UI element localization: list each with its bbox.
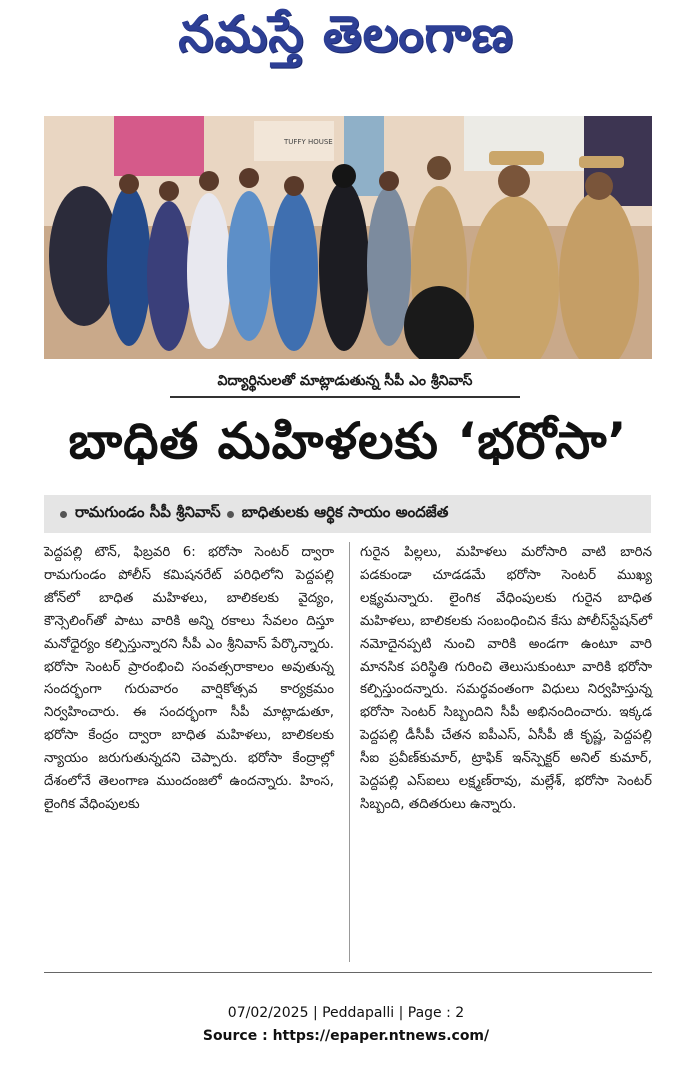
news-photo xyxy=(44,116,652,359)
photo-caption: విద్యార్థినులతో మాట్లాడుతున్న సీపీ ఎం శ్రీనివాస్ xyxy=(170,368,520,398)
article-text-right: గురైన పిల్లలు, మహిళలు మరోసారి వాటి బారిన పడకుండా చూడడమే భరోసా సెంటర్ ముఖ్య లక్ష్యమన్నారు. లైంగిక వేధింపులకు గురైన బాధిత మహిళలు, బాలికలకు సంబంధించిన కేసు పోలీస్‌స్టేషన్‌లో నమోదైనప్పటి నుంచి వారికి అండగా ఉంటూ వారి మానసిక పరిస్థితి గురించి తెలుసుకుంటూ వారికి భరోసా కల్పిస్తుందన్నారు. సమర్థవంతంగా విధులు నిర్వహిస్తున్న భరోసా సెంటర్ సిబ్బందిని సీపీ అభినందించారు. ఇక్కడ పెద్దపల్లి డీసీపీ చేతన ఐపీఎస్, ఏసీపీ జీ కృష్ణ, పెద్దపల్లి సీఐ ప్రవీణ్‌కుమార్, ట్రాఫిక్ ఇన్‌స్పెక్టర్ అనిల్ కుమార్, పెద్దపల్లి ఎస్ఐలు లక్ష్మణ్‌రావు, మల్లేశ్, భరోసా సెంటర్ సిబ్బంది, తదితరులు ఉన్నారు. xyxy=(360,545,652,812)
bullet-icon xyxy=(60,511,67,518)
footer-source-link[interactable]: Source : https://epaper.ntnews.com/ xyxy=(202,1028,490,1044)
bullet-icon xyxy=(227,511,234,518)
masthead xyxy=(0,0,692,80)
column-divider xyxy=(349,542,350,962)
newspaper-title: నమస్తే తెలంగాణ xyxy=(178,4,514,63)
banner-text: TUFFY HOUSE xyxy=(284,138,333,146)
footer-date-line: 07/02/2025 | Peddapalli | Page : 2 xyxy=(227,1005,465,1021)
article-column-left xyxy=(44,542,334,817)
subheading-bar xyxy=(44,495,651,533)
subheading-1: రామగుండం సీపీ శ్రీనివాస్ xyxy=(75,503,221,521)
article-text-left: పెద్దపల్లి టౌన్, ఫిబ్రవరి 6: భరోసా సెంటర్ ద్వారా రామగుండం పోలీస్ కమిషనరేట్ పరిధిలోని పెద్దపల్లి జోన్‌లో బాధిత మహిళలు, బాలికలకు వైద్యం, కౌన్సెలింగ్‌తో పాటు వారికి అన్ని రకాలు సేవలం దిస్తూ మనోధైర్యం కల్పిస్తున్నారని సీపీ ఎం శ్రీనివాస్ పేర్కొన్నారు. భరోసా సెంటర్ ప్రారంభించి సంవత్సరాకాలం అవుతున్న సందర్భంగా గురువారం వార్షికోత్సవ కార్యక్రమం నిర్వహించారు. ఈ సందర్భంగా సీపీ మాట్లాడుతూ, భరోసా కేంద్రం ద్వారా బాధిత మహిళలు, బాలికలకు న్యాయం జరుగుతున్నదని చెప్పారు. భరోసా కేంద్రాల్లో దేశంలోనే తెలంగాణ ముందంజలో ఉందన్నారు. హింస, లైంగిక వేధింపులకు xyxy=(44,545,334,812)
article-column-right xyxy=(360,542,652,817)
subheading-2: బాధితులకు ఆర్థిక సాయం అందజేత xyxy=(241,503,449,521)
headline: బాధిత మహిళలకు ‘భరోసా’ xyxy=(68,412,628,470)
footer-divider xyxy=(44,972,652,973)
